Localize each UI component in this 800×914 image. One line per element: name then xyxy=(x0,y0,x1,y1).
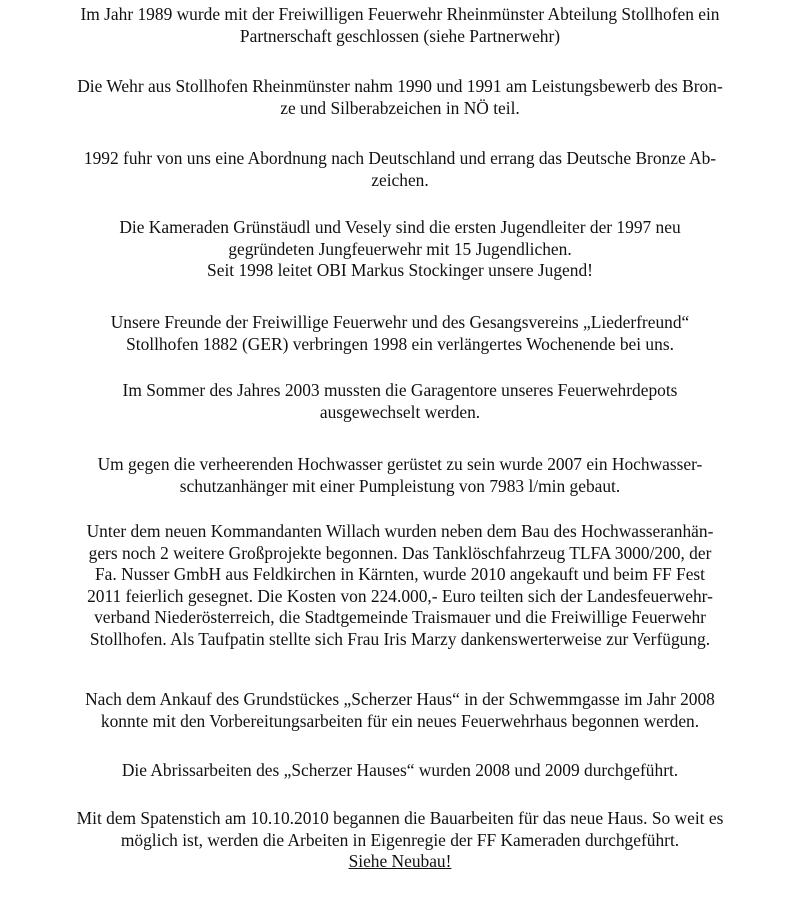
text-line: möglich ist, werden die Arbeiten in Eigenregie der FF Kameraden durchgeführt. xyxy=(120,829,680,850)
text-line: Seit 1998 leitet OBI Markus Stockinger unsere Jugend! xyxy=(207,260,593,280)
paragraph-jugendleiter-1997 xyxy=(0,217,800,282)
text-line: Die Kameraden Grünstäudl und Vesely sind die ersten Jugendleiter der 1997 neu xyxy=(119,217,681,237)
paragraph-spatenstich-2010 xyxy=(0,808,800,873)
text-line: Unsere Freunde der Freiwillige Feuerwehr und des Gesangsvereins „Liederfreund“ xyxy=(110,312,690,332)
paragraph-liederfreund-1998 xyxy=(0,312,800,355)
text-line: Mit dem Spatenstich am 10.10.2010 begannen die Bauarbeiten für das neue Haus. So weit es xyxy=(76,808,724,828)
text-line: ze und Silberabzeichen in NÖ teil. xyxy=(280,97,520,118)
text-line: Unter dem neuen Kommandanten Willach wurden neben dem Bau des Hochwasseranhän- xyxy=(86,521,714,541)
paragraph-garagentore-2003 xyxy=(0,380,800,423)
paragraph-grundstueck-2008 xyxy=(0,689,800,732)
text-line: gegründeten Jungfeuerwehr mit 15 Jugendlichen. xyxy=(228,238,572,259)
text-line: Stollhofen. Als Taufpatin stellte sich Frau Iris Marzy dankenswerterweise zur Verfügung. xyxy=(89,628,711,649)
paragraph-abrissarbeiten xyxy=(0,760,800,782)
text-line: Nach dem Ankauf des Grundstückes „Scherzer Haus“ in der Schwemmgasse im Jahr 2008 xyxy=(85,689,715,709)
text-line: Fa. Nusser GmbH aus Feldkirchen in Kärnten, wurde 2010 angekauft und beim FF Fest xyxy=(94,564,706,584)
paragraph-partnerschaft-1989 xyxy=(0,4,800,47)
text-line: ausgewechselt werden. xyxy=(319,401,481,422)
paragraph-grossprojekte-2010 xyxy=(0,521,800,650)
text-line: verband Niederösterreich, die Stadtgemeinde Traismauer und die Freiwillige Feuerwehr xyxy=(94,607,706,627)
text-line: Partnerschaft geschlossen (siehe Partnerwehr) xyxy=(239,25,561,46)
text-line: Im Sommer des Jahres 2003 mussten die Garagentore unseres Feuerwehrdepots xyxy=(122,380,678,400)
text-line: Die Abrissarbeiten des „Scherzer Hauses“ wurden 2008 und 2009 durchgeführt. xyxy=(121,760,679,780)
text-line: Stollhofen 1882 (GER) verbringen 1998 ein verlängertes Wochenende bei uns. xyxy=(126,333,674,354)
text-line: 2011 feierlich gesegnet. Die Kosten von 224.000,- Euro teilten sich der Landesfeuerwehr- xyxy=(87,585,713,606)
text-line: schutzanhänger mit einer Pumpleistung von 7983 l/min gebaut. xyxy=(179,475,621,496)
paragraph-hochwasser-2007 xyxy=(0,454,800,497)
paragraph-leistungsbewerb-1990 xyxy=(0,76,800,119)
neubau-link[interactable]: Siehe Neubau! xyxy=(348,851,452,871)
text-line: 1992 fuhr von uns eine Abordnung nach Deutschland und errang das Deutsche Bronze Ab- xyxy=(83,148,717,168)
paragraph-abordnung-1992 xyxy=(0,148,800,191)
text-line: gers noch 2 weitere Großprojekte begonnen. Das Tanklöschfahrzeug TLFA 3000/200, der xyxy=(88,542,712,563)
text-line: Die Wehr aus Stollhofen Rheinmünster nahm 1990 und 1991 am Leistungsbewerb des Bron- xyxy=(77,76,723,96)
text-line: zeichen. xyxy=(371,169,429,190)
text-line: Um gegen die verheerenden Hochwasser gerüstet zu sein wurde 2007 ein Hochwasser- xyxy=(97,454,703,474)
text-line: konnte mit den Vorbereitungsarbeiten für ein neues Feuerwehrhaus begonnen werden. xyxy=(100,710,700,731)
text-line: Im Jahr 1989 wurde mit der Freiwilligen Feuerwehr Rheinmünster Abteilung Stollhofen ein xyxy=(80,4,720,24)
text-line xyxy=(0,851,800,873)
